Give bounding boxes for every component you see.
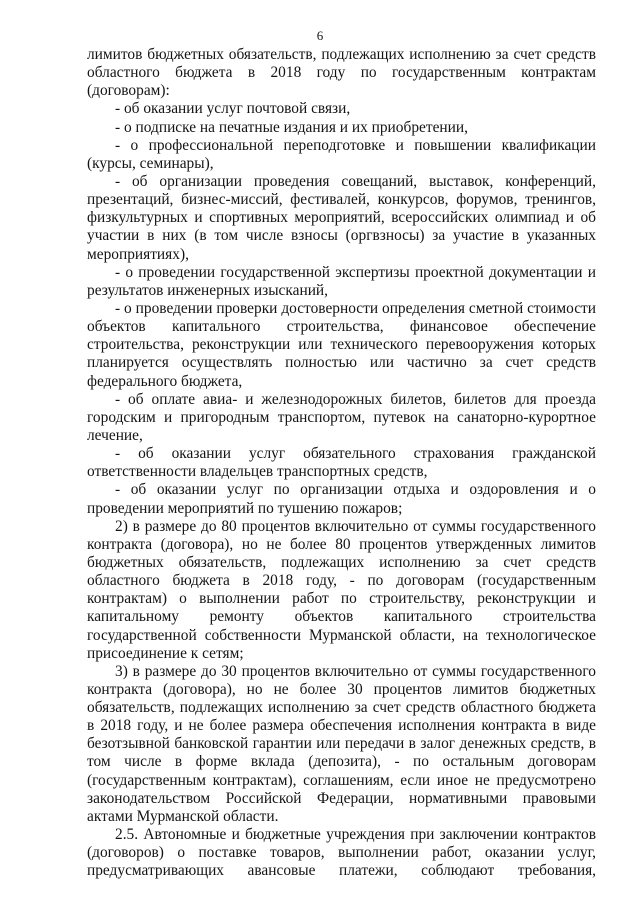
text-line: контрактам) о выполнении работ по строительству, реконструкции и	[87, 590, 596, 608]
text-line: том числе в форме вклада (депозита), - по остальным договорам	[87, 753, 596, 771]
text-line: лечение,	[87, 426, 143, 444]
text-line: ответственности владельцев транспортных средств,	[87, 463, 428, 481]
text-line: планируется осуществлять полностью или частично за счет средств	[87, 354, 596, 372]
text-line: - об оплате авиа- и железнодорожных билетов, билетов для проезда	[115, 390, 596, 408]
text-line: участии в них (в том числе взносы (оргвзносы) за участие в указанных	[87, 227, 596, 245]
text-line: безотзывной банковской гарантии или передачи в залог денежных средств, в	[87, 735, 596, 753]
text-line: результатов инженерных изысканий,	[87, 281, 329, 299]
text-line: контракта (договора), но не более 30 процентов лимитов бюджетных	[87, 680, 596, 698]
text-line: - о подписке на печатные издания и их приобретении,	[115, 118, 468, 136]
text-line: (государственным контрактам), соглашениям, если иное не предусмотрено	[87, 771, 596, 789]
text-line: государственной собственности Мурманской области, на технологическое	[87, 626, 596, 644]
text-line: обязательств, подлежащих исполнению за счет средств областного бюджета	[87, 699, 596, 717]
text-line: бюджетных обязательств, подлежащих исполнению за счет средств	[87, 553, 596, 571]
text-line: лимитов бюджетных обязательств, подлежащих исполнению за счет средств	[87, 46, 596, 63]
text-line: (договорам):	[87, 82, 170, 100]
text-line: областного бюджета в 2018 году по государственным контрактам	[87, 64, 596, 82]
text-line: городским и пригородным транспортом, путевок на санаторно-курортное	[87, 408, 596, 426]
text-line: строительства, реконструкции или технического перевооружения которых	[87, 336, 596, 354]
text-line: 2.5. Автономные и бюджетные учреждения при заключении контрактов	[115, 826, 596, 844]
text-line: - об оказании услуг по организации отдыха и оздоровления и о	[115, 481, 596, 499]
text-line: - об оказании услуг почтовой связи,	[115, 100, 351, 118]
text-line: 2) в размере до 80 процентов включительно от суммы государственного	[115, 517, 596, 535]
text-line: 3) в размере до 30 процентов включительно от суммы государственного	[115, 662, 596, 680]
document-body	[87, 46, 596, 880]
page-number: 6	[316, 28, 324, 43]
text-line: в 2018 году, и не более размера обеспечения исполнения контракта в виде	[87, 717, 596, 735]
text-line: актами Мурманской области.	[87, 807, 279, 825]
text-line: присоединение к сетям;	[87, 644, 244, 662]
text-line: - об организации проведения совещаний, выставок, конференций,	[115, 172, 596, 190]
text-line: презентаций, бизнес-миссий, фестивалей, конкурсов, форумов, тренингов,	[87, 191, 596, 209]
text-line: - об оказании услуг обязательного страхования гражданской	[115, 445, 596, 463]
text-line: - о проведении государственной экспертизы проектной документации и	[115, 263, 596, 281]
text-line: - о профессиональной переподготовке и повышении квалификации	[115, 136, 596, 154]
text-line: капитальному ремонту объектов капитального строительства	[87, 608, 596, 626]
text-line: предусматривающих авансовые платежи, соблюдают требования,	[87, 862, 596, 880]
text-line: контракта (договора), но не более 80 процентов утвержденных лимитов	[87, 535, 596, 553]
text-line: проведении мероприятий по тушению пожаров;	[87, 499, 403, 517]
text-line: мероприятиях),	[87, 245, 189, 263]
text-line: (курсы, семинары),	[87, 154, 214, 172]
text-line: законодательством Российской Федерации, нормативными правовыми	[87, 789, 596, 807]
text-line: областного бюджета в 2018 году, - по договорам (государственным	[87, 572, 596, 590]
text-line: физкультурных и спортивных мероприятий, всероссийских олимпиад и об	[87, 209, 596, 227]
text-line: объектов капитального строительства, финансовое обеспечение	[87, 318, 596, 336]
text-line: (договоров) о поставке товаров, выполнении работ, оказании услуг,	[87, 844, 596, 862]
text-line: федерального бюджета,	[87, 372, 243, 390]
text-line: - о проведении проверки достоверности определения сметной стоимости	[115, 299, 596, 317]
